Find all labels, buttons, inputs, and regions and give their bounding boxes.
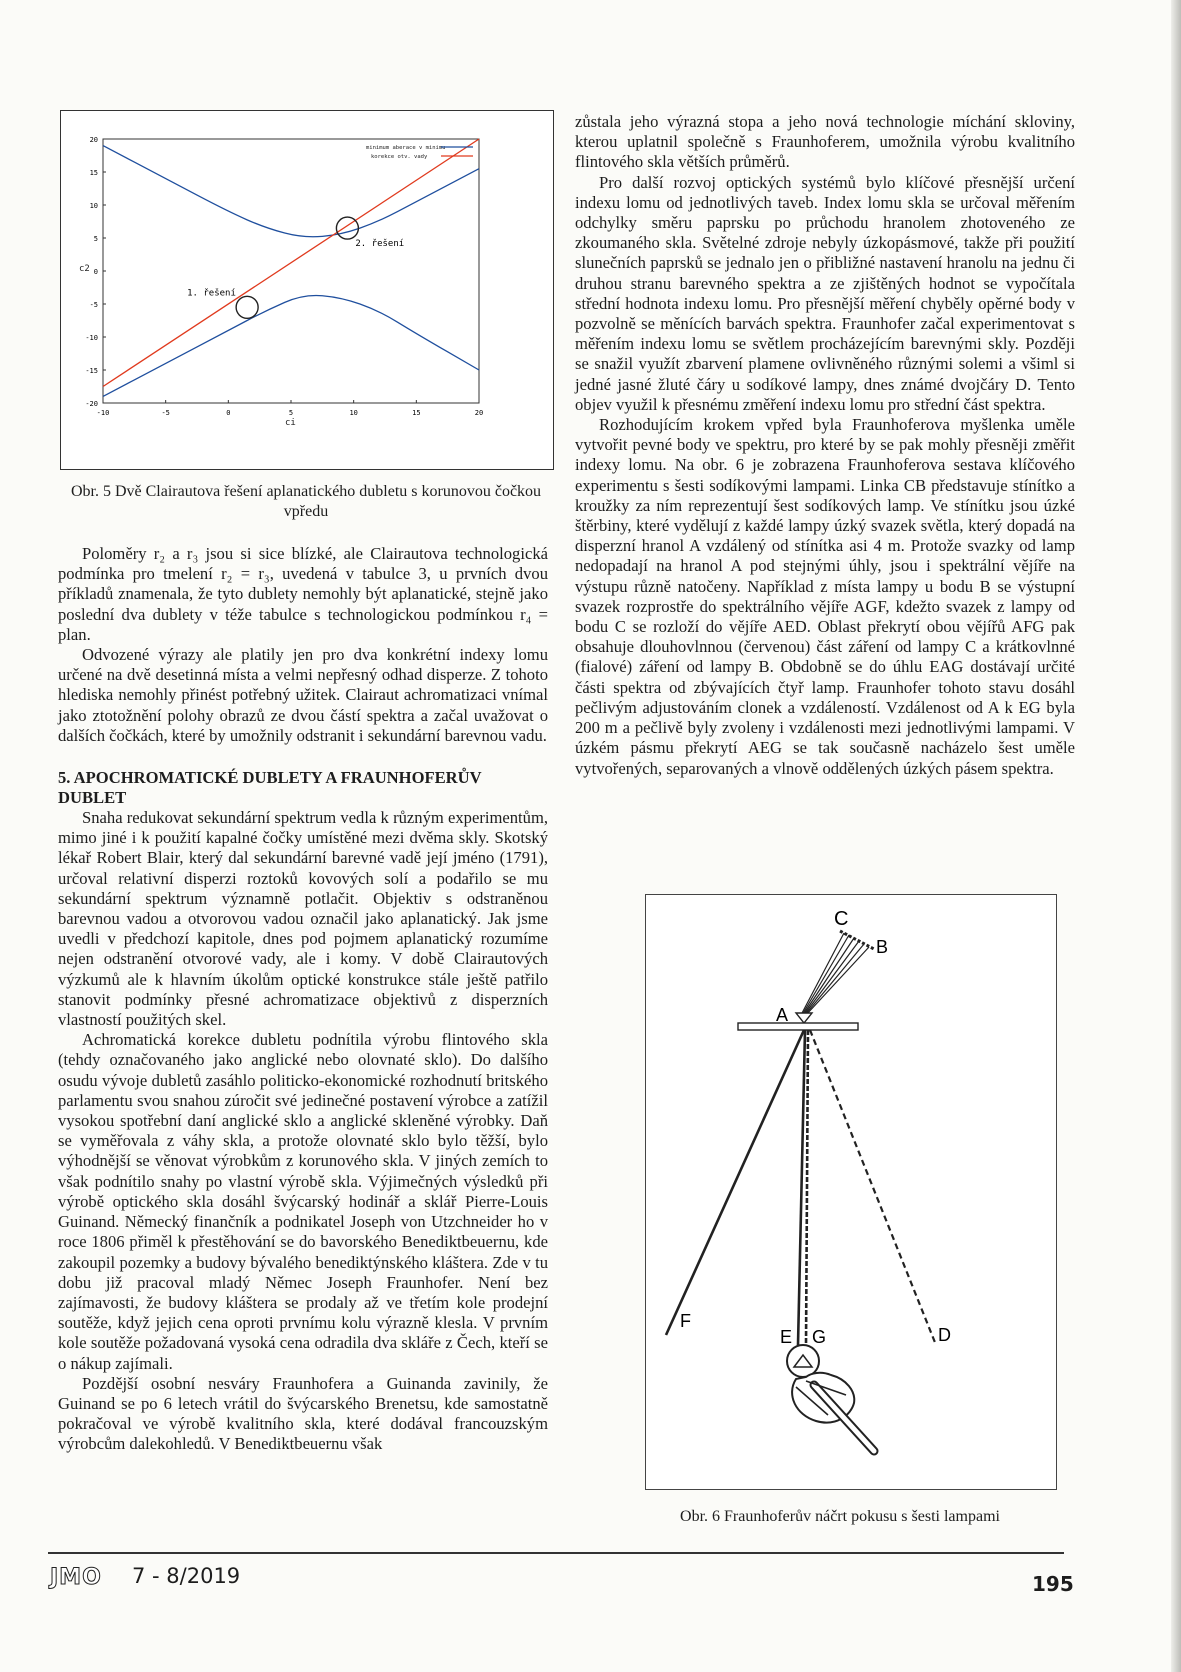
solution-label-2: 2. řešení xyxy=(355,239,405,250)
left-column xyxy=(58,544,548,1455)
x-tick-label: 10 xyxy=(349,409,358,417)
x-tick-label: 0 xyxy=(226,409,231,417)
solution-circle-1 xyxy=(236,296,258,318)
chart-series xyxy=(103,139,479,396)
ray-ag xyxy=(806,1030,808,1345)
label-g: G xyxy=(812,1327,827,1347)
y-tick-label: 20 xyxy=(89,136,98,144)
label-f: F xyxy=(680,1311,691,1331)
ray-ad xyxy=(810,1030,936,1345)
issue-number: 7 - 8/2019 xyxy=(132,1564,241,1588)
solution-label-1: 1. řešení xyxy=(187,288,236,299)
y-axis-label: c2 xyxy=(79,264,90,274)
x-tick-label: 5 xyxy=(288,409,294,417)
label-c: C xyxy=(834,908,849,930)
journal-logo: JMO xyxy=(50,1565,102,1590)
label-d: D xyxy=(938,1325,951,1345)
paragraph: Pro další rozvoj optických systémů bylo klíčové přesnější určení indexu lomu od jednotlivých taveb. Index lomu skla se určoval měřením odchylky směru paprsku po průchodu hranolem zhotoveného ze zkoumaného skla. Světelné zdroje nebyly úzkopásmové, takže při použití slunečních paprsků se jednalo jen o přibližné nastavení hranolu na jednu či druhou stranu barevného spektra a ze zjištěných hodnot se vypočítala střední hodnota indexu lomu. Pro přesnější měření chyběly opěrné body v pozvolně se měnících barvách spektra. Fraunhofer začal experimentovat s měřením indexu lomu se světlem procházejícím barevnými skly. Později se snažil využít zbarvení plamene ovlivněného různými solemi a všiml si jedné jasné žluté čáry u sodíkové lampy, dnes známé dvojčáry D. Tento objev využil k přesnému změření indexu lomu pro střední část spektra. xyxy=(575,172,1075,414)
label-e: E xyxy=(780,1327,793,1347)
page-edge-shadow xyxy=(1171,0,1181,1672)
x-tick-label: -10 xyxy=(96,409,110,417)
paragraph: Achromatická korekce dubletu podnítila výrobu flintového skla (tehdy označovaného jako anglické nebo olovnaté sklo). Do dalšího osudu vývoje dubletů zasáhlo politicko-ekonomické rozhodnutí britského parlamentu svou snahou zúročit své jedinečné postavení výrobce a zatížil vysokou spotřební daní anglické sklo a anglické skleněné výrobky. Daň se vyměřovala z váhy skla, a protože olovnaté sklo bylo těžší, bylo výhodnější se věnovat výrobkům z korunového skla. V jiných zemích to však podnítilo snahy po vlastní výrobě skla. Výjimečných výsledků při výrobě optického skla dosáhl švýcarský hodinář a sklář Pierre-Louis Guinand. Německý finančník a podnikatel Joseph von Utzchneider ho v roce 1806 přiměl k přestěhování se do bavorského Benediktbeuernu, kde zakoupil pozemky a budovy bývalého benediktýnského kláštera. Zde v tu dobu již pracoval mladý Němec Joseph Fraunhofer. Není bez zajímavosti, že budovy kláštera se prodaly až ve třetím kole prodejní soutěže, když jejich cena oproti prvnímu kolu výrazně klesla. V prvním kole soutěže požadovaná vysoká cena odradila dva skláře z Čech, kteří se o nákup zajímali. xyxy=(58,1030,548,1373)
prism-a xyxy=(796,1013,812,1023)
y-tick-label: -20 xyxy=(85,400,98,408)
screen-cb xyxy=(840,931,874,949)
series-line-2 xyxy=(103,295,479,396)
series-line-3 xyxy=(103,139,479,387)
y-tick-label: 15 xyxy=(89,169,98,177)
observer-eye xyxy=(787,1345,819,1377)
y-tick-label: -5 xyxy=(89,301,98,309)
x-axis-label: ci xyxy=(285,418,296,428)
ray-ae xyxy=(798,1030,805,1345)
x-tick-label: -5 xyxy=(161,409,170,417)
figure-5-caption: Obr. 5 Dvě Clairautova řešení aplanatického dubletu s korunovou čočkou vpředu xyxy=(70,483,542,520)
prism-table xyxy=(738,1023,858,1030)
paragraph: Poloměry r₂ a r₃ jsou si sice blízké, ale Clairautova technologická podmínka pro tmelení r₂ = r₃, uvedená v tabulce 3, u prvních dvou příkladů znamenala, že tyto dublety nemohly být aplanatické, stejně jako poslední dva dublety v téže tabulce s technologickou podmínkou r₄ = plan. xyxy=(58,544,548,644)
figure-6-sketch xyxy=(645,894,1057,1490)
paragraph: Odvozené výrazy ale platily jen pro dva konkrétní indexy lomu určené na dvě desetinná místa a velmi nepřesný odhad disperze. Z tohoto hlediska nemohly přinést potřebný užitek. Clairaut achromatizaci vnímal jako ztotožnění polohy obrazů ze dvou částí spektra a začal uvažovat o dalších čočkách, které by umožnily odstranit i sekundární barevnou vadu. xyxy=(58,645,548,745)
x-tick-label: 15 xyxy=(412,409,421,417)
solution-circle-2 xyxy=(336,217,358,239)
label-a: A xyxy=(776,1005,789,1025)
paragraph: zůstala jeho výrazná stopa a jeho nová technologie míchání skloviny, kterou uplatnil společně s Fraunhoferem, umožnila výrobu kvalitního flintového skla větších průměrů. xyxy=(575,112,1075,172)
figure-5-chart xyxy=(60,110,554,470)
paragraph: Pozdější osobní nesváry Fraunhofera a Guinanda zavinily, že Guinand se po 6 letech vrátil do švýcarského Brenetsu, kde samostatně pokračoval ve výrobě kvalitního skla, které dodával francouzským výrobcům dalekohledů. V Benediktbeuernu však xyxy=(58,1373,548,1454)
footer-rule xyxy=(48,1552,1064,1554)
y-tick-label: 0 xyxy=(93,268,98,276)
paragraph: Rozhodujícím krokem vpřed byla Fraunhoferova myšlenka uměle vytvořit pevné body ve spektru, pro které by se pak mohly přesněji změřit indexy lomu. Na obr. 6 je zobrazena Fraunhoferova sestava klíčového experimentu s šesti sodíkovými lampami. Linka CB představuje stínítko a kroužky za ním reprezentují šest sodíkových lamp. Ve stínítku jsou úzké štěrbiny, které vydělují z každé lampy úzký svazek světla, který dopadá na disperzní hranol A vzdálený od stínítka asi 4 m. Protože svazky od lamp nedopadají na hranol A pod stejnými úhly, jsou i spektrální vějíře na výstupu různě natočeny. Například z místa lampy u bodu B se výstupní svazek rozprostře do spektrálního vějíře AGF, kdežto svazek z lampy od bodu C se rozloží do vějíře AED. Oblast překrytí obou vějířů AFG pak obsahuje dlouhovlnnou (červenou) část záření od lampy C a krátkovlnné (fialové) záření od lampy B. Obdobně se do úhlu EAG dostávají určité části spektra od zbývajících čtyř lamp. Fraunhofer tohoto stavu dosáhl pečlivým adjustováním clonek a vzdáleností. Vzdálenost od A k EG byla 200 m a pečlivě byly zvoleny i vzdálenosti mezi jednotlivými lampami. V úzkém pásmu překrytí AEG se tak současně nacházelo šest uměle vytvořených, separovaných a vlnově oddělených úzkých pásem spektra. xyxy=(575,415,1075,778)
y-tick-label: 10 xyxy=(89,202,98,210)
right-column xyxy=(575,112,1075,779)
solution-markers xyxy=(187,217,404,318)
chart-svg xyxy=(61,111,553,469)
ray-af xyxy=(666,1030,804,1335)
x-tick-label: 20 xyxy=(474,409,484,417)
figure-6-caption: Obr. 6 Fraunhoferův náčrt pokusu s šesti lampami xyxy=(680,1508,1000,1525)
plot-area xyxy=(103,139,479,403)
page-number: 195 xyxy=(1032,1572,1074,1596)
section-heading: 5. APOCHROMATICKÉ DUBLETY A FRAUNHOFERŮV DUBLET xyxy=(58,768,482,808)
sketch-svg xyxy=(646,895,1056,1489)
paragraph: Snaha redukovat sekundární spektrum vedla k různým experimentům, mimo jiné i k použití kapalné čočky umístěné mezi dvěma skly. Skotský lékař Robert Blair, který dal sekundární barevné vadě její jméno (1791), určoval relativní disperzi roztoků kovových solí a podařilo se mu sekundární spektrum významně potlačit. Objektiv s odstraněnou barevnou vadou a otvorovou vadou označil jako aplanatický. Jak jsme uvedli v předchozí kapitole, dnes pod pojmem aplanatický rozumíme nejen odstranění otvorové vady, ale i komy. V době Clairautových výzkumů ale k hlavním úkolům optické konstrukce stále ještě patřilo stanovit podmínky přesné achromatizace objektivů z disperzních vlastností použitých skel. xyxy=(58,808,548,1030)
legend-entry-2: korekce otv. vady xyxy=(371,154,428,160)
y-tick-label: 5 xyxy=(93,235,98,243)
label-b: B xyxy=(876,937,889,957)
lamp-rays xyxy=(801,933,869,1015)
y-tick-label: -10 xyxy=(85,334,98,342)
y-tick-label: -15 xyxy=(85,367,98,375)
legend-entry-1: minimum aberace v minimu xyxy=(366,145,446,151)
